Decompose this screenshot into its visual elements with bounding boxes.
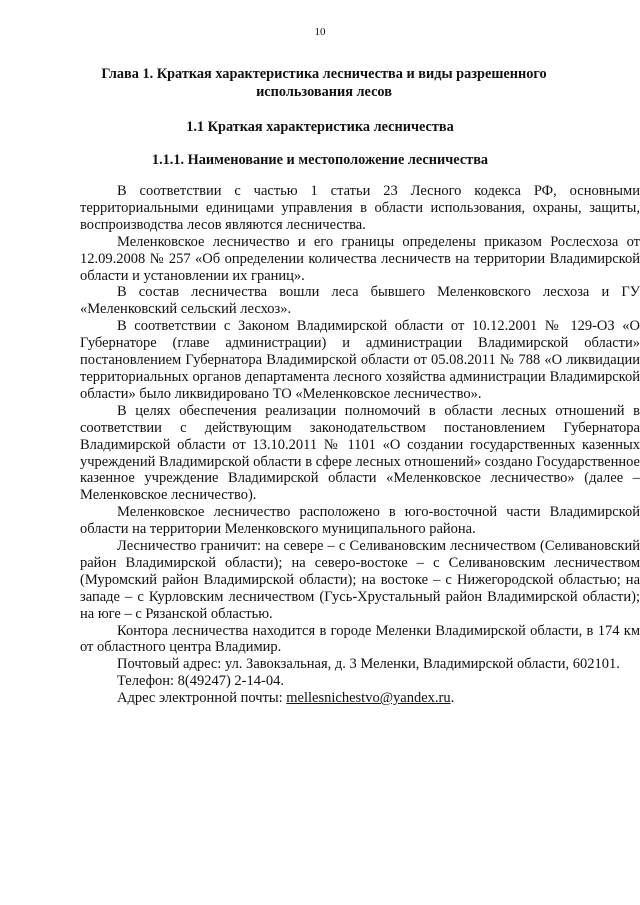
paragraph-composition: В состав лесничества вошли леса бывшего Меленковского лесхоза и ГУ «Меленковский сельский лесхоз». <box>80 284 640 318</box>
page-number: 10 <box>314 26 326 38</box>
email-label: Адрес электронной почты: <box>117 690 287 707</box>
paragraph-office: Контора лесничества находится в городе Меленки Владимирской области, в 174 км от областного центра Владимир. <box>80 622 640 656</box>
paragraph-establishment: В целях обеспечения реализации полномочий в области лесных отношений в соответствии с действующим законодательством постановлением Губернатора Владимирской области от 13.10.2011 № 1101 «О создании государственных казенных учреждений Владимирской области в сфере лесных отношений» создано Государственное казенное учреждение Владимирской области «Меленковское лесничество» (далее – Меленковское лесничество). <box>80 402 640 504</box>
paragraph-liquidation: В соответствии с Законом Владимирской области от 10.12.2001 № 129-ОЗ «О Губернаторе (главе администрации) и администрации Владимирской области» постановлением Губернатора Владимирской области от 05.08.2011 № 788 «О ликвидации территориальных органов департамента лесного хозяйства администрации Владимирской области» было ликвидировано ТО «Меленковское лесничество». <box>80 318 640 402</box>
section-title: 1.1 Краткая характеристика лесничества <box>186 119 454 135</box>
email-suffix: . <box>450 690 455 707</box>
chapter-title: Глава 1. Краткая характеристика лесничества и виды разрешенного использования лесов <box>101 66 547 100</box>
paragraph-legal-basis: В соответствии с частью 1 статьи 23 Лесного кодекса РФ, основными территориальными единицами управления в области использования, охраны, защиты, воспроизводства лесов являются лесничества. <box>80 183 640 233</box>
paragraph-postal-address: Почтовый адрес: ул. Завокзальная, д. 3 Меленки, Владимирской области, 602101. <box>117 656 620 673</box>
paragraph-phone: Телефон: 8(49247) 2-14-04. <box>117 673 284 690</box>
paragraph-boundaries-order: Меленковское лесничество и его границы определены приказом Рослесхоза от 12.09.2008 № 257 «Об определении количества лесничеств на территории Владимирской области и установлении их границ». <box>80 233 640 284</box>
subsection-title: 1.1.1. Наименование и местоположение лесничества <box>151 152 489 168</box>
paragraph-location: Меленковское лесничество расположено в юго-восточной части Владимирской области на территории Меленковского муниципального района. <box>80 504 640 538</box>
document-body <box>80 183 640 707</box>
paragraph-email <box>80 690 640 707</box>
paragraph-neighbours: Лесничество граничит: на севере – с Селивановским лесничеством (Селивановский район Владимирской области); на северо-востоке – с Селивановским лесничеством (Муромский район Владимирской области); на востоке – с Нижегородской областью; на западе – с Курловским лесничеством (Гусь-Хрустальный район Владимирской области); на юге – с Рязанской областью. <box>80 538 640 622</box>
email-link[interactable]: mellesnichestvo@yandex.ru <box>286 690 451 707</box>
